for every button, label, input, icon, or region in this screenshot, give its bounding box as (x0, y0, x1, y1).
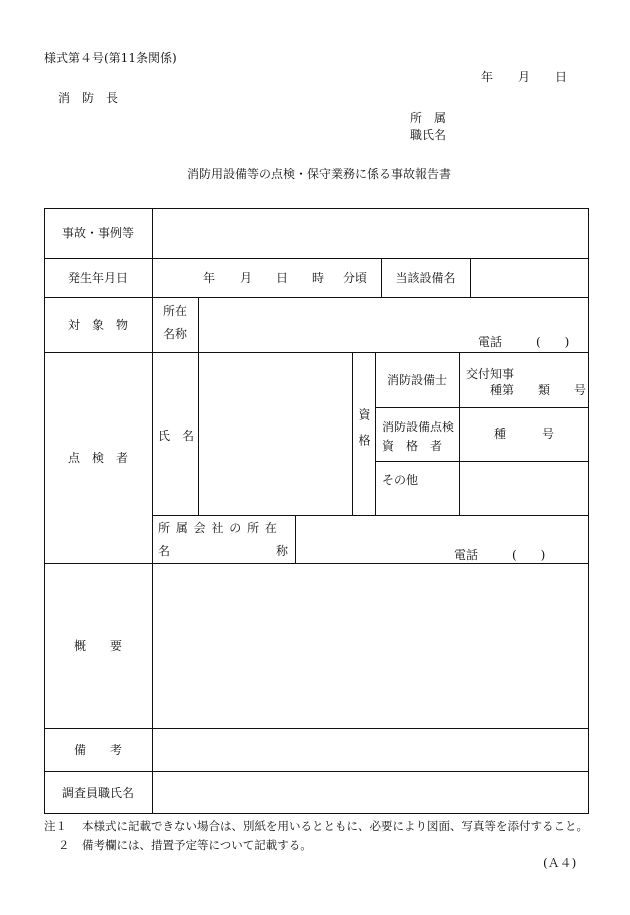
note1-text: 本様式に記載できない場合は、別紙を用いるとともに、必要により図面、写真等を添付すること。 (82, 819, 588, 833)
inspector-name-field[interactable] (199, 353, 351, 514)
date-month: 月 (518, 70, 531, 84)
target-name-label: 名称 (163, 327, 188, 341)
inspector-name-label: 氏 名 (158, 429, 195, 443)
qual-fire-engineer: 消防設備士 (386, 372, 447, 387)
inspector-label: 点 検 者 (67, 450, 128, 465)
target-phone-paren: ( ) (536, 335, 570, 349)
equipment-field[interactable] (471, 259, 588, 296)
qualification-label (353, 352, 375, 515)
qualification-text: 資格 (357, 407, 371, 460)
target-field[interactable] (199, 298, 588, 328)
target-location-label: 所在 (163, 304, 188, 318)
qual-inspection-line2: 資 格 者 (382, 439, 443, 453)
note2-number: ２ (58, 838, 70, 852)
date-year: 年 (481, 70, 494, 84)
incident-field[interactable] (153, 209, 588, 257)
document-title: 消防用設備等の点検・保守業務に係る事故報告書 (187, 167, 452, 181)
date-day: 日 (555, 70, 568, 84)
remarks-label: 備 考 (73, 742, 122, 757)
occurred-day: 日 (276, 271, 289, 285)
company-phone-label: 電話 (454, 548, 479, 562)
qual-inspection-line1: 消防設備点検 (382, 420, 455, 434)
company-label-name-b: 称 (276, 544, 289, 558)
incident-label: 事故・事例等 (61, 226, 134, 240)
company-field[interactable] (296, 516, 588, 544)
qual-type-number: 種 号 (493, 427, 554, 441)
form-number: 様式第４号(第11条関係) (44, 51, 177, 65)
company-label-line1: 所 属 会 社 の 所 在 (158, 521, 278, 535)
qual-governor-line1: 交付知事 (466, 367, 515, 381)
note2-text: 備考欄には、措置予定等について記載する。 (82, 838, 312, 852)
occurred-month: 月 (240, 271, 253, 285)
name-label: 職氏名 (410, 128, 447, 142)
note1-number: 注１ (44, 819, 67, 833)
equipment-label: 当該設備名 (395, 270, 456, 285)
paper-size: (Ａ４) (543, 856, 577, 870)
occurred-label: 発生年月日 (67, 270, 128, 285)
target-phone-label: 電話 (478, 335, 503, 349)
addressee: 消 防 長 (58, 91, 119, 105)
occurred-minute: 分頃 (343, 271, 368, 285)
qual-governor-line2: 種第 類 号 (490, 383, 587, 397)
occurred-hour: 時 (312, 271, 325, 285)
summary-label: 概 要 (73, 638, 122, 653)
summary-field[interactable] (153, 564, 588, 727)
company-label-name-a: 名 (158, 544, 171, 558)
investigator-field[interactable] (153, 772, 588, 813)
affiliation-label: 所 属 (410, 111, 447, 125)
occurred-year: 年 (203, 271, 216, 285)
target-label: 対 象 物 (67, 317, 128, 332)
investigator-label: 調査員職氏名 (61, 785, 134, 800)
company-phone-paren: ( ) (512, 548, 546, 562)
qual-other-field[interactable] (460, 462, 588, 514)
remarks-field[interactable] (153, 729, 588, 770)
qual-other-label: その他 (382, 473, 419, 487)
